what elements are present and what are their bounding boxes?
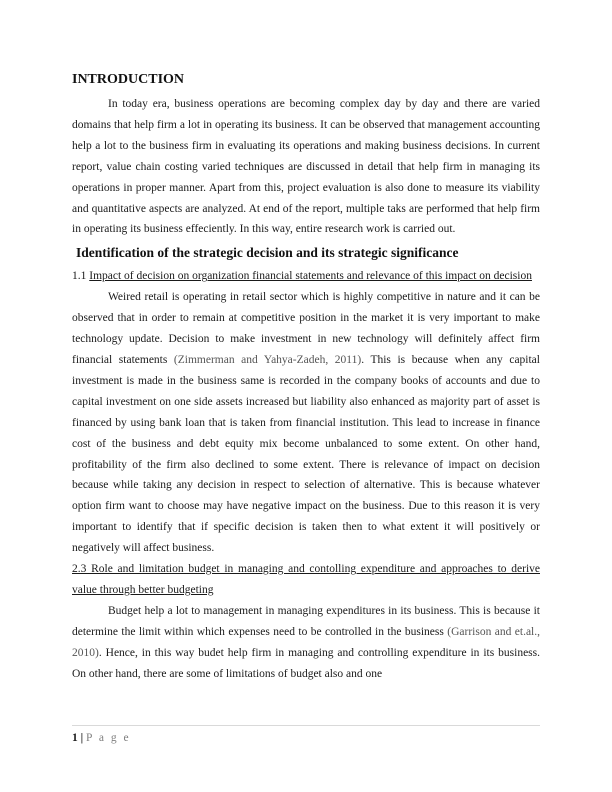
introduction-paragraph: In today era, business operations are becoming complex day by day and there are varied domains that help firm a lot in operating its business. It can be observed that management accounting help a lot to the business firm in evaluating its operations and making business decisions. In current report, value chain costing varied techniques are discussed in detail that help firm in managing its operations in proper manner. Apart from this, project evaluation is also done to measure its viability and quantitative aspects are analyzed. At end of the report, multiple taks are performed that help firm in operating its business effeciently. In this way, entire research work is carried out. — [72, 98, 540, 236]
subsection-2-text-b: . Hence, in this way budet help firm in managing and controlling expenditure in its business. On other hand, there are some of limitations of budget also and one — [72, 646, 540, 680]
subsection-1-text-a: Weired retail is operating in retail sector which is highly competitive in nature and it can be observed that in order to remain at competitive position in the market it is very important to make technology update. Decision to make investment in new technology will definitely affect firm financial statements — [72, 291, 540, 366]
subsection-2-title: 2.3 Role and limitation budget in managing and contolling expenditure and approaches to derive value through better budgeting — [72, 563, 540, 596]
subsection-2-text-a: Budget help a lot to management in managing expenditures in its business. This is because it determine the limit within which expenses need to be controlled in the business — [72, 604, 540, 638]
citation-zimmerman: (Zimmerman and Yahya-Zadeh, 2011) — [173, 353, 362, 366]
section-heading: Identification of the strategic decision and its strategic significance — [76, 245, 459, 261]
footer-separator: | — [80, 732, 84, 744]
subsection-1-number: 1.1 — [72, 270, 87, 283]
subsection-2-paragraph — [72, 601, 540, 685]
page-content — [72, 70, 540, 684]
subsection-2-heading — [72, 559, 540, 601]
subsection-1-title: Impact of decision on organization financial statements and relevance of this impact on decision — [89, 270, 532, 283]
introduction-heading: INTRODUCTION — [72, 72, 185, 87]
page-number: 1 — [72, 732, 78, 744]
subsection-1-heading — [72, 266, 540, 287]
subsection-1-paragraph — [72, 287, 540, 559]
page-footer — [72, 725, 540, 746]
subsection-1-text-b: . This is because when any capital investment is made in the business same is recorded in the company books of accounts and due to capital investment on one side assets increased but liability also enhanced as majority part of asset is financed by using bank loan that is taken from financial institution. This lead to increase in finance cost of the business and debt equity mix become unbalanced to some extent. On other hand, profitability of the firm also declined to some extent. There is relevance of impact on decision because while taking any decision in respect to selection of alternative. This is because whatever option firm want to choose may have negative impact on the business. Due to this reason it is very important to identify that if specific decision is taken then to what extent it will positively or negatively will affect business. — [72, 353, 540, 555]
page-label: P a g e — [86, 732, 131, 744]
citation-garrison: (Garrison and et.al., 2010) — [72, 625, 540, 659]
